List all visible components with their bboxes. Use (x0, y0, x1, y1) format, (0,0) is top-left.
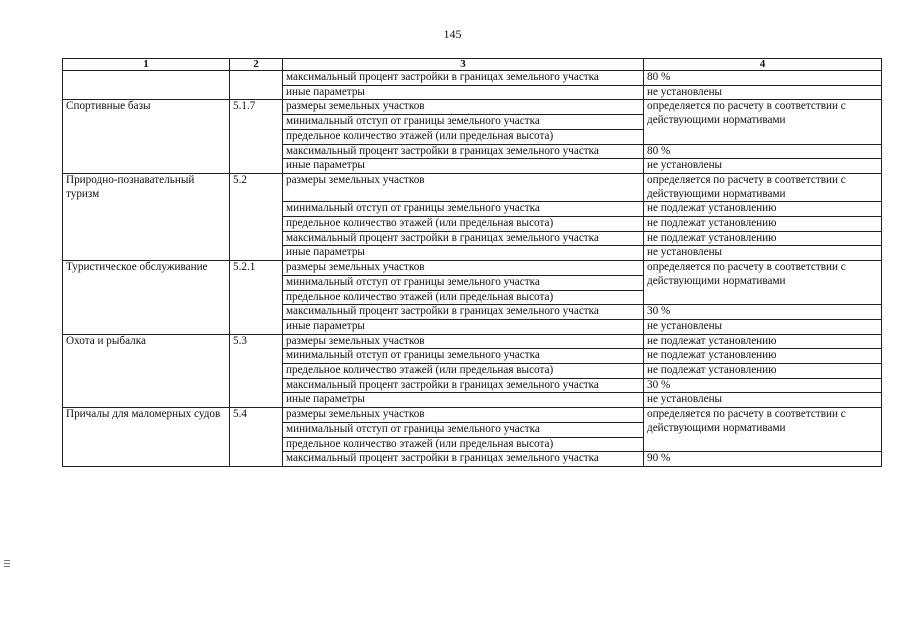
parameter-name: иные параметры (283, 246, 644, 261)
parameter-name: максимальный процент застройки в границах земельного участка (283, 305, 644, 320)
parameter-value: определяется по расчету в соответствии с действующими нормативами (644, 100, 882, 144)
parameter-value: определяется по расчету в соответствии с действующими нормативами (644, 173, 882, 201)
regulations-table (62, 58, 882, 467)
table-row (63, 173, 882, 201)
use-type-code: 5.2 (230, 173, 283, 260)
parameter-value: не установлены (644, 85, 882, 100)
column-header: 3 (283, 59, 644, 71)
parameter-name: предельное количество этажей (или предельная высота) (283, 290, 644, 305)
table-row (63, 71, 882, 86)
parameter-name: иные параметры (283, 85, 644, 100)
parameter-value: определяется по расчету в соответствии с действующими нормативами (644, 261, 882, 305)
parameter-name: минимальный отступ от границы земельного участка (283, 349, 644, 364)
parameter-value: не установлены (644, 159, 882, 174)
table-row (63, 261, 882, 276)
parameter-value: 30 % (644, 378, 882, 393)
parameter-name: размеры земельных участков (283, 261, 644, 276)
use-type-code: 5.3 (230, 334, 283, 408)
page-number: 145 (443, 27, 462, 41)
parameter-name: иные параметры (283, 159, 644, 174)
table-row (63, 408, 882, 423)
use-type-name: Охота и рыбалка (63, 334, 230, 408)
parameter-name: размеры земельных участков (283, 408, 644, 423)
parameter-value: не подлежат установлению (644, 334, 882, 349)
column-header: 1 (63, 59, 230, 71)
parameter-name: минимальный отступ от границы земельного участка (283, 422, 644, 437)
use-type-code: 5.4 (230, 408, 283, 467)
parameter-value: не установлены (644, 319, 882, 334)
parameter-value: не установлены (644, 246, 882, 261)
use-type-name: Причалы для маломерных судов (63, 408, 230, 467)
parameter-name: предельное количество этажей (или предельная высота) (283, 217, 644, 232)
margin-mark (4, 560, 10, 574)
use-type-name (63, 71, 230, 100)
parameter-value: не подлежат установлению (644, 364, 882, 379)
parameter-name: минимальный отступ от границы земельного участка (283, 275, 644, 290)
parameter-name: максимальный процент застройки в границах земельного участка (283, 231, 644, 246)
table-header-row (63, 59, 882, 71)
table-body (63, 71, 882, 467)
table-row (63, 100, 882, 115)
use-type-code (230, 71, 283, 100)
parameter-value: 80 % (644, 144, 882, 159)
parameter-value: не подлежат установлению (644, 217, 882, 232)
column-header: 4 (644, 59, 882, 71)
parameter-value: не подлежат установлению (644, 231, 882, 246)
parameter-name: максимальный процент застройки в границах земельного участка (283, 144, 644, 159)
use-type-name: Природно-познавательный туризм (63, 173, 230, 260)
parameter-name: размеры земельных участков (283, 100, 644, 115)
use-type-name: Спортивные базы (63, 100, 230, 174)
parameter-name: минимальный отступ от границы земельного участка (283, 115, 644, 130)
use-type-code: 5.1.7 (230, 100, 283, 174)
parameter-name: минимальный отступ от границы земельного участка (283, 202, 644, 217)
parameter-value: определяется по расчету в соответствии с действующими нормативами (644, 408, 882, 452)
parameter-name: предельное количество этажей (или предельная высота) (283, 129, 644, 144)
parameter-name: иные параметры (283, 393, 644, 408)
parameter-name: предельное количество этажей (или предельная высота) (283, 364, 644, 379)
parameter-name: предельное количество этажей (или предельная высота) (283, 437, 644, 452)
parameter-name: максимальный процент застройки в границах земельного участка (283, 452, 644, 467)
parameter-value: 90 % (644, 452, 882, 467)
parameter-name: размеры земельных участков (283, 173, 644, 201)
parameter-value: 30 % (644, 305, 882, 320)
use-type-code: 5.2.1 (230, 261, 283, 335)
column-header: 2 (230, 59, 283, 71)
parameter-value: не подлежат установлению (644, 349, 882, 364)
parameter-value: не установлены (644, 393, 882, 408)
parameter-value: не подлежат установлению (644, 202, 882, 217)
parameter-name: иные параметры (283, 319, 644, 334)
table-row (63, 334, 882, 349)
parameter-name: максимальный процент застройки в границах земельного участка (283, 378, 644, 393)
use-type-name: Туристическое обслуживание (63, 261, 230, 335)
parameter-name: максимальный процент застройки в границах земельного участка (283, 71, 644, 86)
parameter-value: 80 % (644, 71, 882, 86)
parameter-name: размеры земельных участков (283, 334, 644, 349)
